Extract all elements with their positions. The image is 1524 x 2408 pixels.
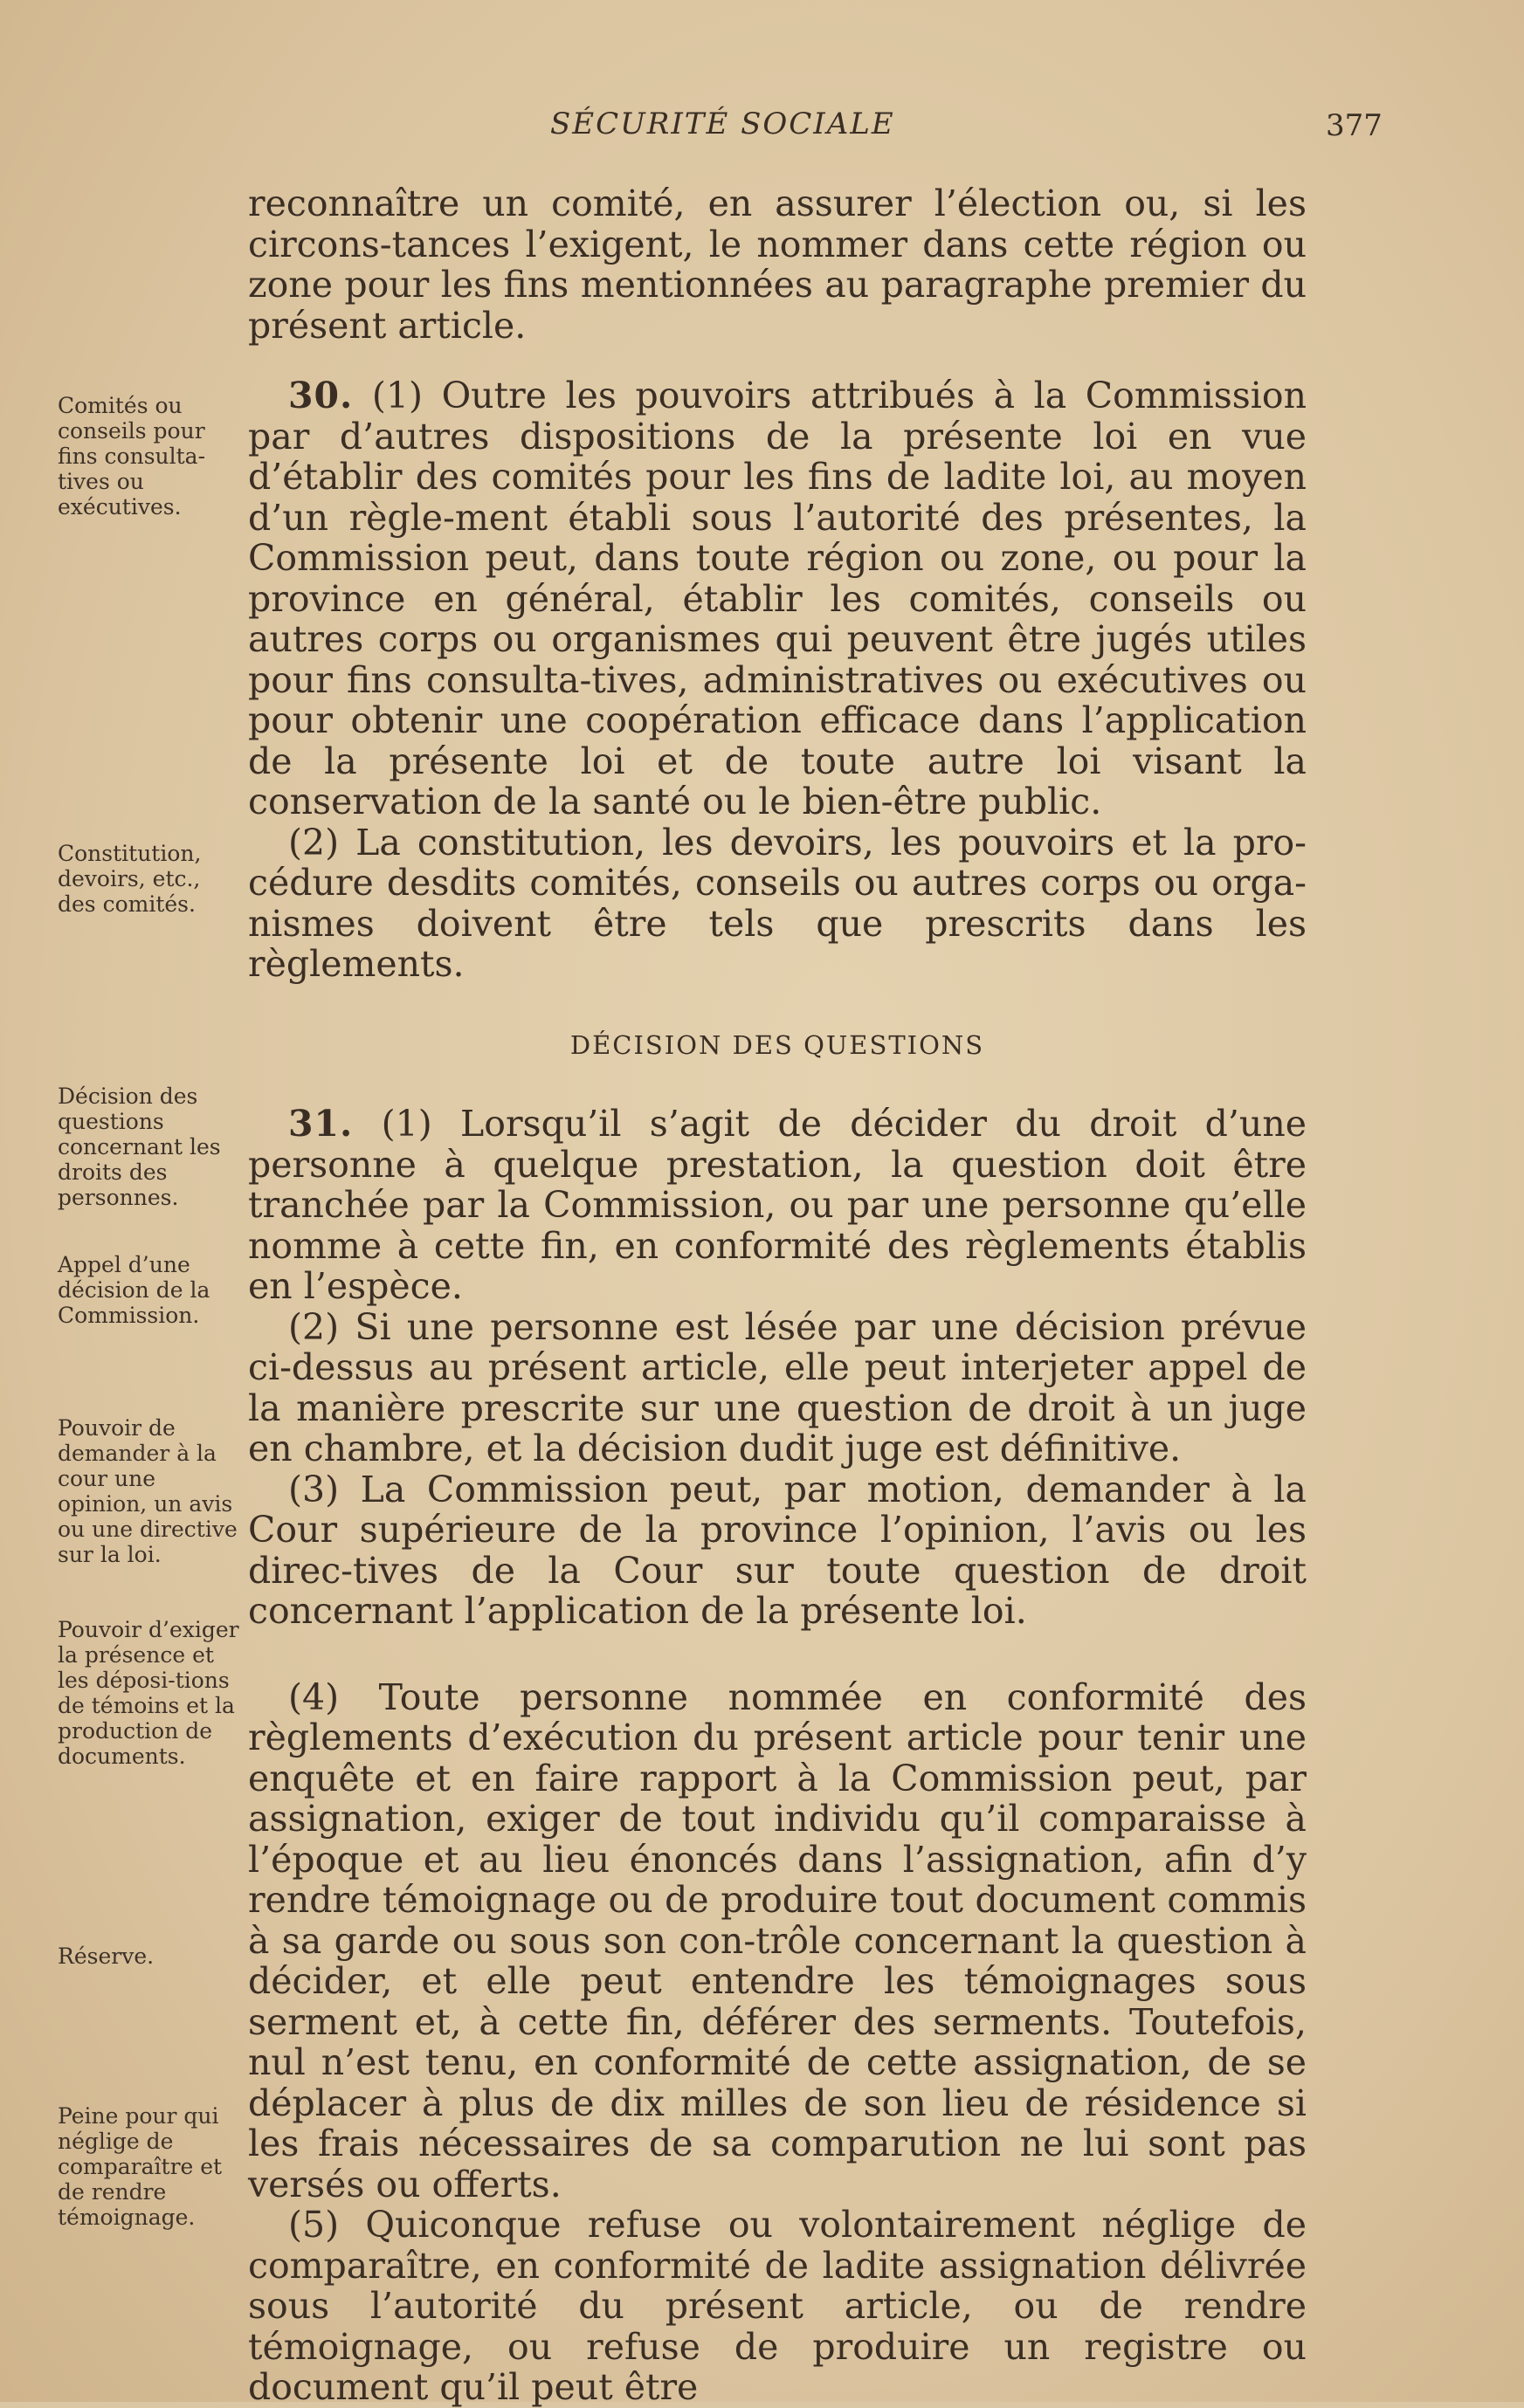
section-31-5: (5) Quiconque refuse ou volontairement néglige de comparaître, en conformité de ladite assignation délivrée sous l’autorité du présent article, ou de rendre témoignage, ou refuse de produire un registre ou document qu’il peut être — [248, 2204, 1307, 2408]
margin-note-pouvoir-exiger: Pouvoir d’exiger la présence et les déposi-tions de témoins et la production de documents. — [58, 1617, 239, 1769]
section-31-1 — [248, 1104, 1307, 1307]
margin-note-peine: Peine pour qui néglige de comparaître et de rendre témoignage. — [58, 2103, 223, 2230]
section-30-1-text: (1) Outre les pouvoirs attribués à la Commission par d’autres dispositions de la présente loi en vue d’établir des comités pour les fins de ladite loi, au moyen d’un règle-ment établi sous l’autorité des présentes, la Commission peut, dans toute région ou zone, ou pour la province en général, établir les comités, conseils ou autres corps ou organismes qui peuvent être jugés utiles pour fins consulta-tives, administratives ou exécutives ou pour obtenir une coopération efficace dans l’application de la présente loi et de toute autre loi visant la conservation de la santé ou le bien-être public. — [248, 375, 1307, 822]
margin-note-constitution: Constitution, devoirs, etc., des comités. — [58, 841, 202, 917]
paragraph-continuation: reconnaître un comité, en assurer l’élection ou, si les circons-tances l’exigent, le nommer dans cette région ou zone pour les fins mentionnées au paragraphe premier du présent article. — [248, 182, 1307, 347]
section-number-31: 31. — [288, 1103, 354, 1145]
running-title: SÉCURITÉ SOCIALE — [550, 107, 895, 141]
margin-note-pouvoir-demander: Pouvoir de demander à la cour une opinion, un avis ou une directive sur la loi. — [58, 1415, 238, 1567]
page-number: 377 — [1326, 108, 1383, 143]
section-31-3: (3) La Commission peut, par motion, demander à la Cour supérieure de la province l’opinion, l’avis ou les direc-tives de la Cour sur toute question de droit concernant l’application de la présente loi. — [248, 1468, 1307, 1632]
section-30-1 — [248, 375, 1307, 822]
section-31-2: (2) Si une personne est lésée par une décision prévue ci-dessus au présent article, elle peut interjeter appel de la manière prescrite sur une question de droit à un juge en chambre, et la décision dudit juge est définitive. — [248, 1305, 1307, 1469]
body-text — [248, 183, 1307, 2408]
section-number-30: 30. — [288, 375, 354, 416]
margin-note-appel: Appel d’une décision de la Commission. — [58, 1252, 210, 1328]
section-30-2: (2) La constitution, les devoirs, les pouvoirs et la pro-cédure desdits comités, conseils ou autres corps ou orga-nismes doivent être tels que prescrits dans les règlements. — [248, 821, 1307, 985]
margin-note-decision: Décision des questions concernant les droits des personnes. — [58, 1084, 221, 1210]
page-header — [0, 107, 1524, 159]
margin-note-comites: Comités ou conseils pour fins consulta-tives ou exécutives. — [58, 393, 206, 519]
margin-note-reserve: Réserve. — [58, 1944, 155, 1969]
section-31-4: (4) Toute personne nommée en conformité des règlements d’exécution du présent article pour tenir une enquête et en faire rapport à la Commission peut, par assignation, exiger de tout individu qu’il comparaisse à l’époque et au lieu énoncés dans l’assignation, afin d’y rendre témoignage ou de produire tout document commis à sa garde ou sous son con-trôle concernant la question à décider, et elle peut entendre les témoignages sous serment et, à cette fin, déférer des serments. Toutefois, nul n’est tenu, en conformité de cette assignation, de se déplacer à plus de dix milles de son lieu de résidence si les frais nécessaires de sa comparution ne lui sont pas versés ou offerts. — [248, 1675, 1307, 2205]
section-31-1-text: (1) Lorsqu’il s’agit de décider du droit d’une personne à quelque prestation, la question doit être tranchée par la Commission, ou par une personne qu’elle nomme à cette fin, en conformité des règlements établis en l’espèce. — [248, 1103, 1307, 1307]
section-heading: DÉCISION DES QUESTIONS — [569, 1029, 985, 1060]
